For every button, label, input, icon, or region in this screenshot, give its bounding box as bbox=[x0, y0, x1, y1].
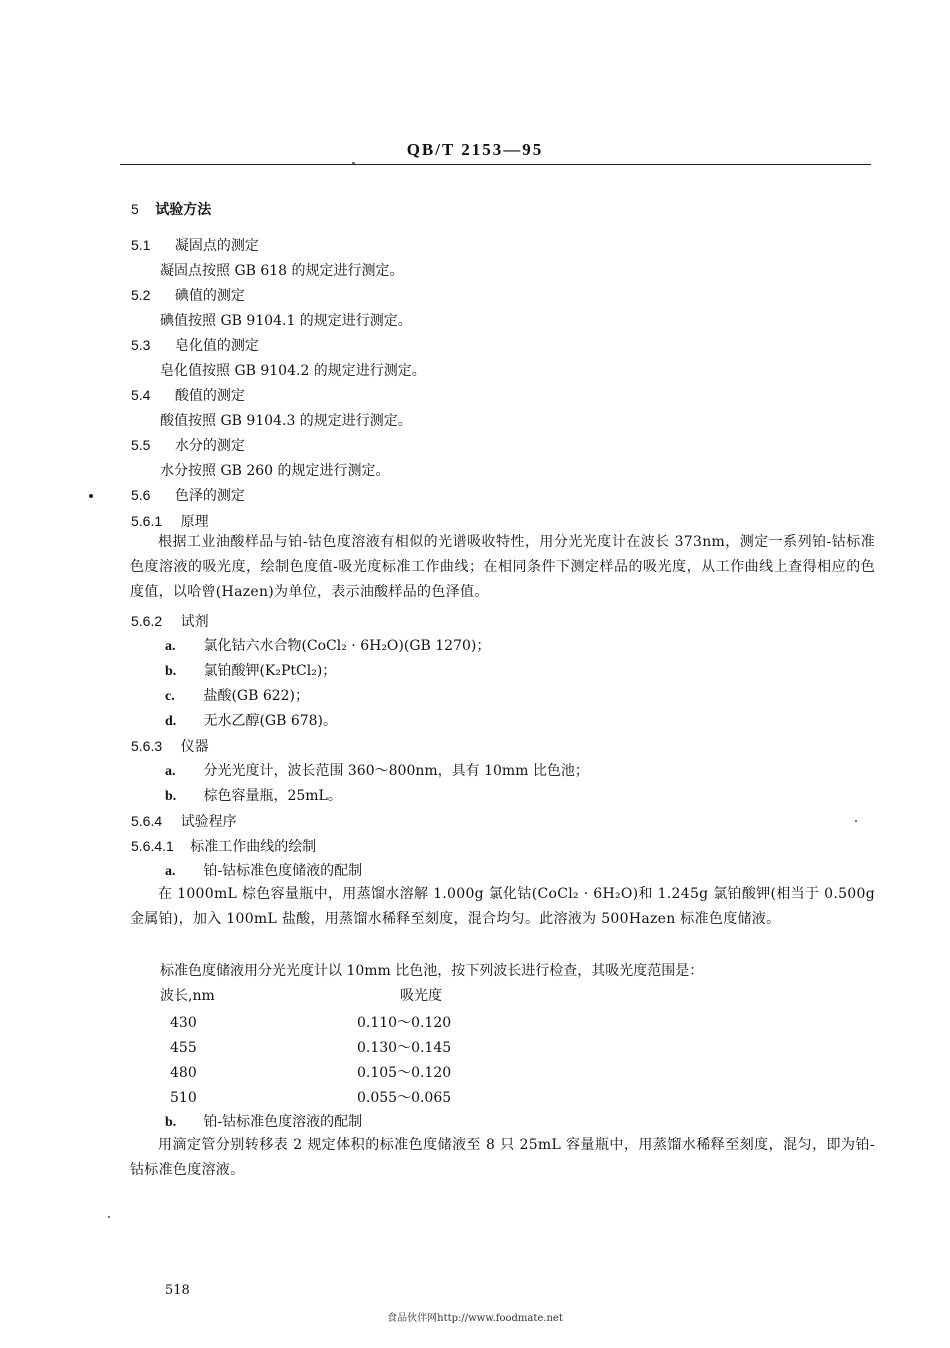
item-text: 盐酸(GB 622)； bbox=[203, 688, 310, 704]
section-title: 水分的测定 bbox=[174, 438, 245, 454]
table-header-absorbance: 吸光度 bbox=[400, 988, 442, 1004]
section-number: 5.3 bbox=[131, 337, 151, 353]
section-5-6-3-heading bbox=[131, 736, 209, 756]
section-5-4-heading bbox=[131, 385, 245, 405]
table-cell-wavelength: 455 bbox=[170, 1040, 197, 1056]
instrument-item bbox=[165, 761, 589, 782]
item-label: b. bbox=[165, 789, 177, 804]
item-text: 分光光度计，波长范围 360～800nm，具有 10mm 比色池； bbox=[203, 763, 589, 779]
section-title: 试验程序 bbox=[180, 814, 237, 830]
section-title: 碘值的测定 bbox=[174, 288, 245, 304]
section-5-3-body: 皂化值按照 GB 9104.2 的规定进行测定。 bbox=[160, 363, 426, 379]
section-5-3-heading bbox=[131, 335, 259, 355]
table-cell-absorbance: 0.055～0.065 bbox=[357, 1090, 452, 1106]
reagent-item bbox=[165, 636, 490, 657]
section-5-1-heading bbox=[131, 235, 259, 255]
reagent-item bbox=[165, 686, 309, 707]
scan-speck bbox=[108, 1216, 110, 1218]
section-5-6-2-heading bbox=[131, 611, 209, 631]
section-5-6-heading bbox=[131, 485, 245, 505]
table-cell-absorbance: 0.105～0.120 bbox=[357, 1065, 452, 1081]
item-text: 棕色容量瓶，25mL。 bbox=[203, 788, 342, 804]
step-a-heading bbox=[165, 861, 362, 882]
table-header-wavelength: 波长,nm bbox=[160, 988, 215, 1004]
item-label: b. bbox=[165, 1115, 177, 1130]
section-5-5-body: 水分按照 GB 260 的规定进行测定。 bbox=[160, 463, 390, 479]
section-title: 色泽的测定 bbox=[174, 488, 245, 504]
section-5-6-4-heading bbox=[131, 811, 237, 831]
table-cell-absorbance: 0.130～0.145 bbox=[357, 1040, 452, 1056]
section-title: 仪器 bbox=[180, 739, 209, 755]
section-title: 试剂 bbox=[180, 614, 209, 630]
item-label: c. bbox=[165, 689, 175, 704]
scan-speck bbox=[352, 162, 355, 164]
item-text: 无水乙醇(GB 678)。 bbox=[203, 713, 338, 729]
step-b-heading bbox=[165, 1112, 362, 1133]
section-5-6-1-body: 根据工业油酸样品与铂-钴色度溶液有相似的光谱吸收特性，用分光光度计在波长 373nm，测定一系列铂-钴标准色度溶液的吸光度，绘制色度值-吸光度标准工作曲线；在相同条件下测定样品的吸光度，从工作曲线上查得相应的色度值，以哈曾(Hazen)为单位，表示油酸样品的色泽值。 bbox=[130, 534, 875, 600]
step-b-body: 用滴定管分别转移表 2 规定体积的标准色度储液至 8 只 25mL 容量瓶中，用蒸馏水稀释至刻度，混匀，即为铂-钴标准色度溶液。 bbox=[130, 1137, 875, 1178]
section-5-6-4-1-heading bbox=[131, 836, 316, 856]
margin-dot-mark bbox=[89, 494, 93, 498]
section-title: 酸值的测定 bbox=[174, 388, 245, 404]
section-title: 原理 bbox=[180, 514, 209, 530]
section-number: 5.5 bbox=[131, 437, 151, 453]
section-title: 凝固点的测定 bbox=[174, 238, 259, 254]
section-number: 5.6.2 bbox=[131, 613, 163, 629]
section-5-6-1-heading bbox=[131, 511, 209, 531]
section-number: 5.6.4 bbox=[131, 813, 163, 829]
item-title: 铂-钴标准色度溶液的配制 bbox=[203, 1114, 363, 1130]
item-title: 铂-钴标准色度储液的配制 bbox=[203, 863, 363, 879]
item-label: b. bbox=[165, 664, 177, 679]
table-cell-wavelength: 430 bbox=[170, 1015, 197, 1031]
item-label: d. bbox=[165, 714, 177, 729]
page-number: 518 bbox=[165, 1283, 190, 1298]
table-cell-wavelength: 510 bbox=[170, 1090, 197, 1106]
section-number: 5.6 bbox=[131, 487, 151, 503]
section-title: 试验方法 bbox=[155, 202, 212, 218]
section-5-4-body: 酸值按照 GB 9104.3 的规定进行测定。 bbox=[160, 413, 412, 429]
section-5-2-body: 碘值按照 GB 9104.1 的规定进行测定。 bbox=[160, 313, 412, 329]
section-title: 皂化值的测定 bbox=[174, 338, 259, 354]
scan-speck bbox=[855, 820, 857, 822]
section-title: 标准工作曲线的绘制 bbox=[190, 839, 317, 855]
section-number: 5.4 bbox=[131, 387, 151, 403]
item-text: 氯铂酸钾(K₂PtCl₂)； bbox=[203, 663, 337, 679]
section-5-1-body: 凝固点按照 GB 618 的规定进行测定。 bbox=[160, 263, 404, 279]
section-5-2-heading bbox=[131, 285, 245, 305]
instrument-item bbox=[165, 786, 342, 807]
section-number: 5.6.1 bbox=[131, 513, 163, 529]
item-label: a. bbox=[165, 764, 176, 779]
step-a-body: 在 1000mL 棕色容量瓶中，用蒸馏水溶解 1.000g 氯化钴(CoCl₂ · 6H₂O)和 1.245g 氯铂酸钾(相当于 0.500g 金属铂)，加入 100mL 盐酸，用蒸馏水稀释至刻度，混合均匀。此溶液为 500Hazen 标准色度储液。 bbox=[130, 886, 875, 927]
section-number: 5.6.4.1 bbox=[131, 838, 174, 854]
section-number: 5.1 bbox=[131, 237, 151, 253]
document-code-header: QB/T 2153—95 bbox=[406, 140, 544, 159]
header-rule bbox=[120, 164, 871, 165]
item-text: 氯化钴六水合物(CoCl₂ · 6H₂O)(GB 1270)； bbox=[203, 638, 491, 654]
section-number: 5 bbox=[131, 201, 139, 217]
table-cell-wavelength: 480 bbox=[170, 1065, 197, 1081]
section-number: 5.2 bbox=[131, 287, 151, 303]
table-cell-absorbance: 0.110～0.120 bbox=[357, 1015, 452, 1031]
step-a-check-text: 标准色度储液用分光光度计以 10mm 比色池，按下列波长进行检查，其吸光度范围是： bbox=[160, 963, 704, 979]
item-label: a. bbox=[165, 639, 176, 654]
footer-watermark: 食品伙伴网http://www.foodmate.net bbox=[387, 1313, 563, 1324]
reagent-item bbox=[165, 711, 337, 732]
reagent-item bbox=[165, 661, 336, 682]
section-5-5-heading bbox=[131, 435, 245, 455]
item-label: a. bbox=[165, 864, 176, 879]
section-5-heading bbox=[131, 199, 211, 219]
section-number: 5.6.3 bbox=[131, 738, 163, 754]
